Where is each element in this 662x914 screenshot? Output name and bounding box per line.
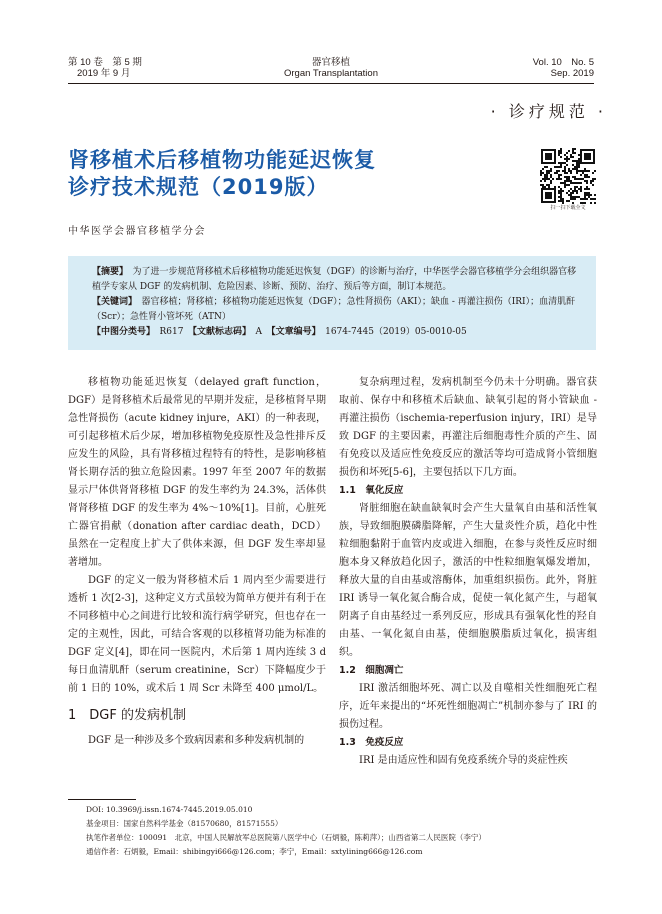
section-heading: 1 DGF 的发病机制 [68,708,186,723]
title-line-1: 肾移植术后移植物功能延迟恢复 [68,148,376,172]
running-header-right [533,57,594,79]
doc-code-label: 【文献标志码】 [192,327,247,337]
doc-code-value: A [255,327,263,337]
section-tag: · 诊疗规范 · [490,102,607,121]
paragraph: IRI 是由适应性和固有免疫系统介导的炎症性疾 [359,755,568,766]
paragraph: IRI 激活细胞坏死、凋亡以及自噬相关性细胞死亡程序，近年来提出的“坏死性细胞凋亡”机制亦参与了 IRI 的损伤过程。 [339,683,597,730]
journal-name-en: Organ Transplantation [283,68,378,79]
keywords-label: 【关键词】 [92,297,133,307]
abstract-keywords [92,295,582,325]
paragraph: DGF 的定义一般为肾移植术后 1 周内至少需要进行透析 1 次[2-3]，这种定义方式虽较为简单方便并有利于在不同移植中心之间进行比较和流行病学研究，但也存在一定的主观性，因此，可结合客观的以移植肾功能为标准的 DGF 定义[4]，即在同一医院内，术后第 1 周内连续 3 d 每日血清肌酐（serum creatinine，Scr）下降幅度少于前 1 日的 10%，或术后 1 周 Scr 未降至 400 μmol/L。 [68,575,326,694]
title-line-2: 诊疗技术规范（2019版） [68,175,329,199]
subsection-heading: 1.2 细胞凋亡 [339,665,404,676]
clc-label: 【中图分类号】 [92,327,151,337]
paragraph: 肾脏细胞在缺血缺氧时会产生大量氧自由基和活性氧族，导致细胞膜磷脂降解，产生大量炎性介质，趋化中性粒细胞黏附于血管内皮或进入细胞，在参与炎性反应时细胞本身又释放趋化因子，激活的中性粒细胞氧爆发增加，释放大量的自由基或溶酶体，加重组织损伤。此外，肾脏 IRI 诱导一氧化氮合酶合成，促使一氧化氮产生，与超氧阴离子自由基经过一系列反应，形成具有强氧化性的羟自由基、一氧化氮自由基，使细胞膜脂质过氧化，损害组织。 [339,503,597,658]
qr-caption: 扫一扫下载全文 [550,205,586,211]
subsection-heading: 1.3 免疫反应 [339,737,404,748]
abstract-summary [92,265,582,295]
body-column-right [339,374,597,770]
author-units: 执笔作者单位：100091 北京，中国人民解放军总医院第八医学中心（石炳毅，陈莉萍）；山西省第二人民医院（李宁） [86,833,486,842]
keywords-text: 器官移植；肾移植；移植物功能延迟恢复（DGF）；急性肾损伤（AKI）；缺血 - 再灌注损伤（IRI）；血清肌酐（Scr）；急性肾小管坏死（ATN） [92,297,576,322]
qr-code-icon[interactable] [540,148,596,204]
issue-date-en: Sep. 2019 [550,68,594,79]
paragraph: 移植物功能延迟恢复（delayed graft function，DGF）是肾移植术后最常见的早期并发症，是移植肾早期急性肾损伤（acute kidney injure，AKI）的一种表现，可引起移植术后少尿，增加移植物免疫原性及急性排斥反应发生的风险，具有肾移植过程特有的特性，是影响移植肾长期存活的独立危险因素。1997 年至 2007 年的数据显示尸体供肾肾移植 DGF 的发生率约为 24.3%，活体供肾肾移植 DGF 的发生率为 4%～10%[1]。目前，心脏死亡器官捐献（donation after cardiac death，DCD）虽然在一定程度上扩大了供体来源，但 DGF 发生率却显著增加。 [68,377,326,568]
doi: DOI: 10.3969/j.issn.1674-7445.2019.05.010 [86,805,253,814]
footnote-divider [68,799,136,800]
article-number-label: 【文章编号】 [271,327,317,337]
abstract-classification [92,325,582,340]
running-header-center [281,57,381,79]
funding: 基金项目：国家自然科学基金（81570680，81571555） [86,819,283,828]
volume-issue-en: Vol. 10 No. 5 [532,57,594,68]
footnotes [86,803,486,859]
summary-text: 为了进一步规范肾移植术后移植物功能延迟恢复（DGF）的诊断与治疗，中华医学会器官移植学分会组织器官移植学专家从 DGF 的发病机制、危险因素、诊断、预防、治疗、预后等方面，制订本规范。 [92,267,577,292]
header-divider [68,83,594,84]
subsection-heading: 1.1 氧化反应 [339,485,404,496]
volume-issue: 第 10 卷 第 5 期 [68,57,142,68]
article-number-value: 1674-7445（2019）05-0010-05 [325,327,467,337]
author-organization: 中华医学会器官移植学分会 [68,226,206,237]
article-title [68,147,376,201]
running-header-left [68,57,142,79]
issue-date: 2019 年 9 月 [77,68,131,79]
paragraph: DGF 是一种涉及多个致病因素和多种发病机制的 [88,735,305,746]
journal-name: 器官移植 [311,57,350,68]
body-column-left [68,374,326,750]
summary-label: 【摘要】 [92,267,124,277]
paragraph: 复杂病理过程，发病机制至今仍未十分明确。器官获取前、保存中和移植术后缺血、缺氧引起的肾小管缺血 - 再灌注损伤（ischemia-reperfusion injury，IRI）是导致 DGF 的主要因素，再灌注后细胞毒性介质的产生、固有免疫以及适应性免疫反应的激活等均可造成肾小管细胞损伤和坏死[5-6]，主要包括以下几方面。 [339,377,597,478]
abstract-box [68,256,596,350]
clc-value: R617 [159,327,184,337]
corresponding-author: 通信作者：石炳毅，Email：shibingyi666@126.com；李宁，Email：sxtylining666@126.com [86,847,423,856]
